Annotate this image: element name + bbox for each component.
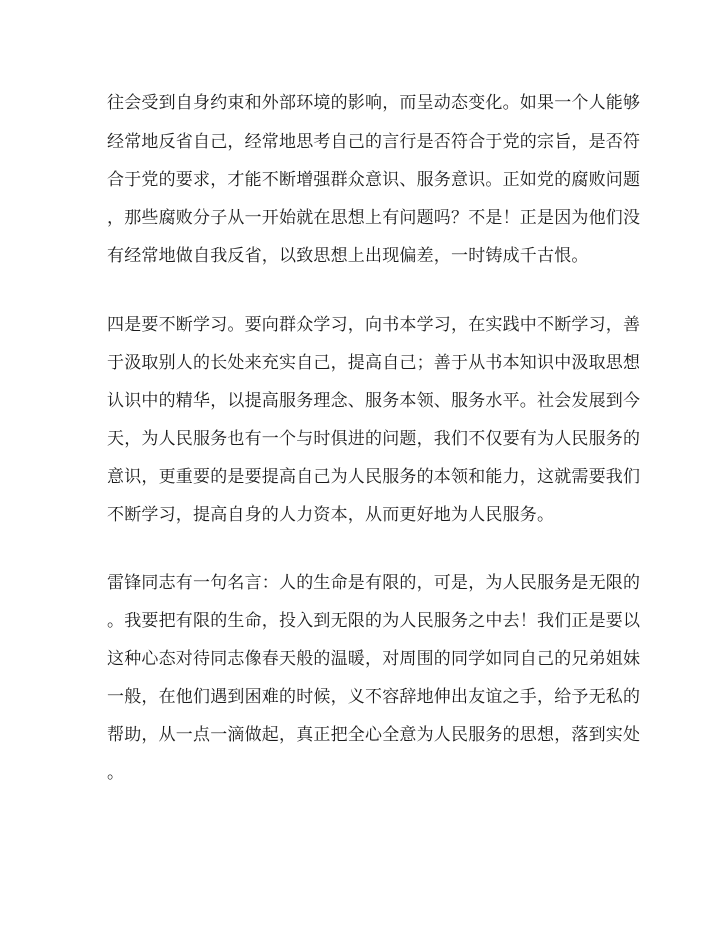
paragraph-2-line: 于汲取别人的长处来充实自己，提高自己；善于从书本知识中汲取思想 <box>107 353 641 373</box>
paragraph-3-line: 雷锋同志有一句名言：人的生命是有限的，可是，为人民服务是无限的 <box>107 573 641 593</box>
paragraph-2-line: 意识，更重要的是要提高自己为人民服务的本领和能力，这就需要我们 <box>107 467 641 487</box>
paragraph-3-line: 。 <box>107 763 125 783</box>
paragraph-3-line: 一般，在他们遇到困难的时候，义不容辞地伸出友谊之手，给予无私的 <box>107 687 641 707</box>
paragraph-2-line: 认识中的精华，以提高服务理念、服务本领、服务水平。社会发展到今 <box>107 391 641 411</box>
paragraph-1-line: 有经常地做自我反省，以致思想上出现偏差，一时铸成千古恨。 <box>107 246 589 266</box>
paragraph-2-line: 四是要不断学习。要向群众学习，向书本学习，在实践中不断学习，善 <box>107 315 641 335</box>
paragraph-3-line: 这种心态对待同志像春天般的温暖，对周围的同学如同自己的兄弟姐妹 <box>107 649 641 669</box>
paragraph-1-line: 往会受到自身约束和外部环境的影响，而呈动态变化。如果一个人能够 <box>107 93 641 113</box>
paragraph-3-line: 。我要把有限的生命，投入到无限的为人民服务之中去！我们正是要以 <box>107 611 641 631</box>
paragraph-1-line: 合于党的要求，才能不断增强群众意识、服务意识。正如党的腐败问题 <box>107 170 641 190</box>
paragraph-3-line: 帮助，从一点一滴做起，真正把全心全意为人民服务的思想，落到实处 <box>107 725 641 745</box>
paragraph-1-line: ，那些腐败分子从一开始就在思想上有问题吗？不是！正是因为他们没 <box>107 208 641 228</box>
paragraph-1-line: 经常地反省自己，经常地思考自己的言行是否符合于党的宗旨，是否符 <box>107 132 641 152</box>
paragraph-2-line: 天，为人民服务也有一个与时俱进的问题，我们不仅要有为人民服务的 <box>107 429 641 449</box>
paragraph-2-line: 不断学习，提高自身的人力资本，从而更好地为人民服务。 <box>107 505 555 525</box>
